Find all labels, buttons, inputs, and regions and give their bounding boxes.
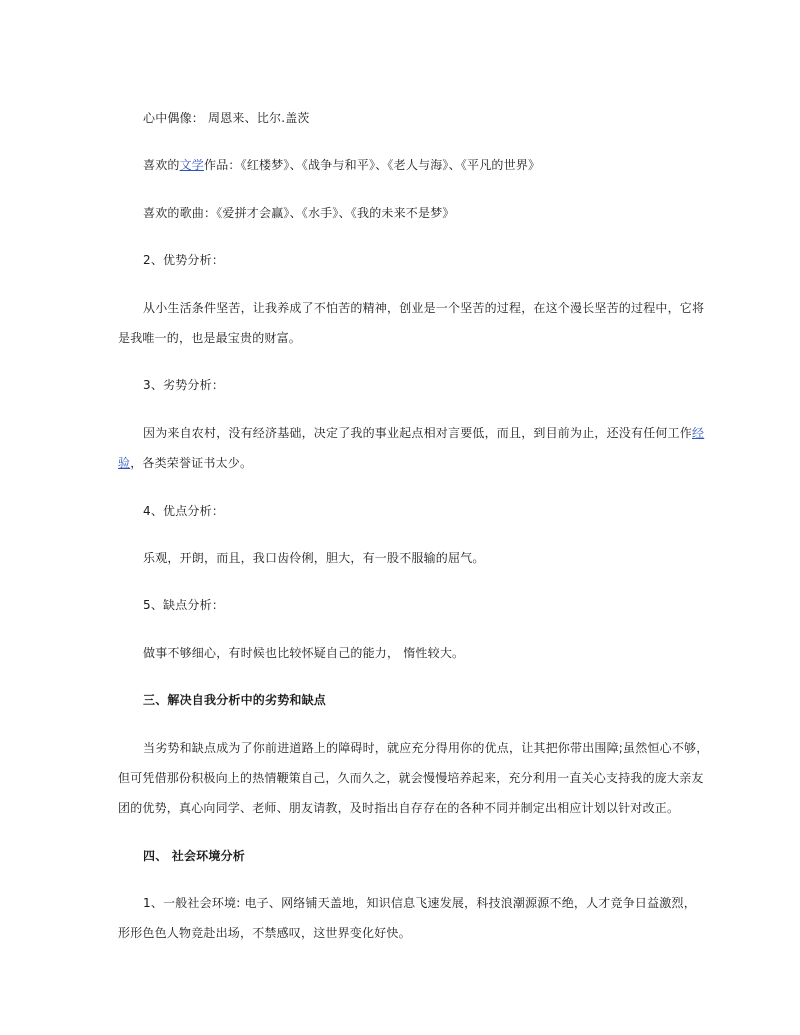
disadvantage-text-1: 因为来自农村，没有经济基础，决定了我的事业起点相对言要低，而且，到目前为止，还没有任何工作 bbox=[143, 426, 693, 440]
section-3-paragraph-line-3: 团的优势，真心向同学、老师、朋友请教，及时指出自存存在的各种不同并制定出相应计划以针对改正。 bbox=[118, 801, 680, 815]
section-4-title: 四、 社会环境分析 bbox=[143, 849, 245, 863]
favorite-literature-line bbox=[143, 157, 540, 173]
section-4-paragraph-line-2: 形形色色人物竞赴出场，不禁感叹，这世界变化好快。 bbox=[118, 926, 411, 940]
merit-paragraph: 乐观，开朗，而且，我口齿伶俐，胆大，有一股不服输的屈气。 bbox=[143, 551, 485, 565]
favorite-literature-suffix: 作品：《红楼梦》、《战争与和平》、《老人与海》、《平凡的世界》 bbox=[204, 158, 541, 172]
favorite-songs-line: 喜欢的歌曲：《爱拼才会赢》、《水手》、《我的未来不是梦》 bbox=[143, 206, 455, 220]
advantage-paragraph-line-1: 从小生活条件坚苦，让我养成了不怕苦的精神，创业是一个坚苦的过程，在这个漫长坚苦的过程中，它将 bbox=[143, 301, 705, 315]
disadvantage-text-2: ，各类荣誉证书太少。 bbox=[130, 456, 253, 470]
merit-heading: 4、优点分析： bbox=[143, 504, 225, 518]
section-3-paragraph-line-2: 但可凭借那份积极向上的热情鞭策自己，久而久之，就会慢慢培养起来，充分利用一直关心支持我的庞大亲友 bbox=[118, 771, 704, 785]
disadvantage-paragraph-line-1 bbox=[143, 425, 704, 441]
advantage-paragraph-line-2: 是我唯一的，也是最宝贵的财富。 bbox=[118, 331, 302, 345]
section-3-paragraph-line-1: 当劣势和缺点成为了你前进道路上的障碍时，就应充分得用你的优点，让其把你带出围障;虽然恒心不够， bbox=[143, 741, 709, 755]
idol-line: 心中偶像： 周恩来、比尔.盖茨 bbox=[143, 111, 310, 125]
experience-link-part-2[interactable]: 验 bbox=[118, 456, 131, 470]
favorite-literature-prefix: 喜欢的 bbox=[143, 158, 180, 172]
literature-link[interactable]: 文学 bbox=[179, 158, 205, 172]
disadvantage-paragraph-line-2 bbox=[118, 455, 252, 471]
experience-link-part-1[interactable]: 经 bbox=[692, 426, 705, 440]
section-4-paragraph-line-1: 1、一般社会环境: 电子、网络铺天盖地，知识信息飞速发展，科技浪潮源源不绝，人才竞争日益激烈， bbox=[143, 896, 696, 910]
advantage-heading: 2、优势分析： bbox=[143, 253, 225, 267]
flaw-heading: 5、缺点分析： bbox=[143, 598, 225, 612]
section-3-title: 三、解决自我分析中的劣势和缺点 bbox=[143, 693, 327, 707]
disadvantage-heading: 3、劣势分析： bbox=[143, 378, 225, 392]
flaw-paragraph: 做事不够细心，有时候也比较怀疑自己的能力， 惰性较大。 bbox=[143, 646, 465, 660]
